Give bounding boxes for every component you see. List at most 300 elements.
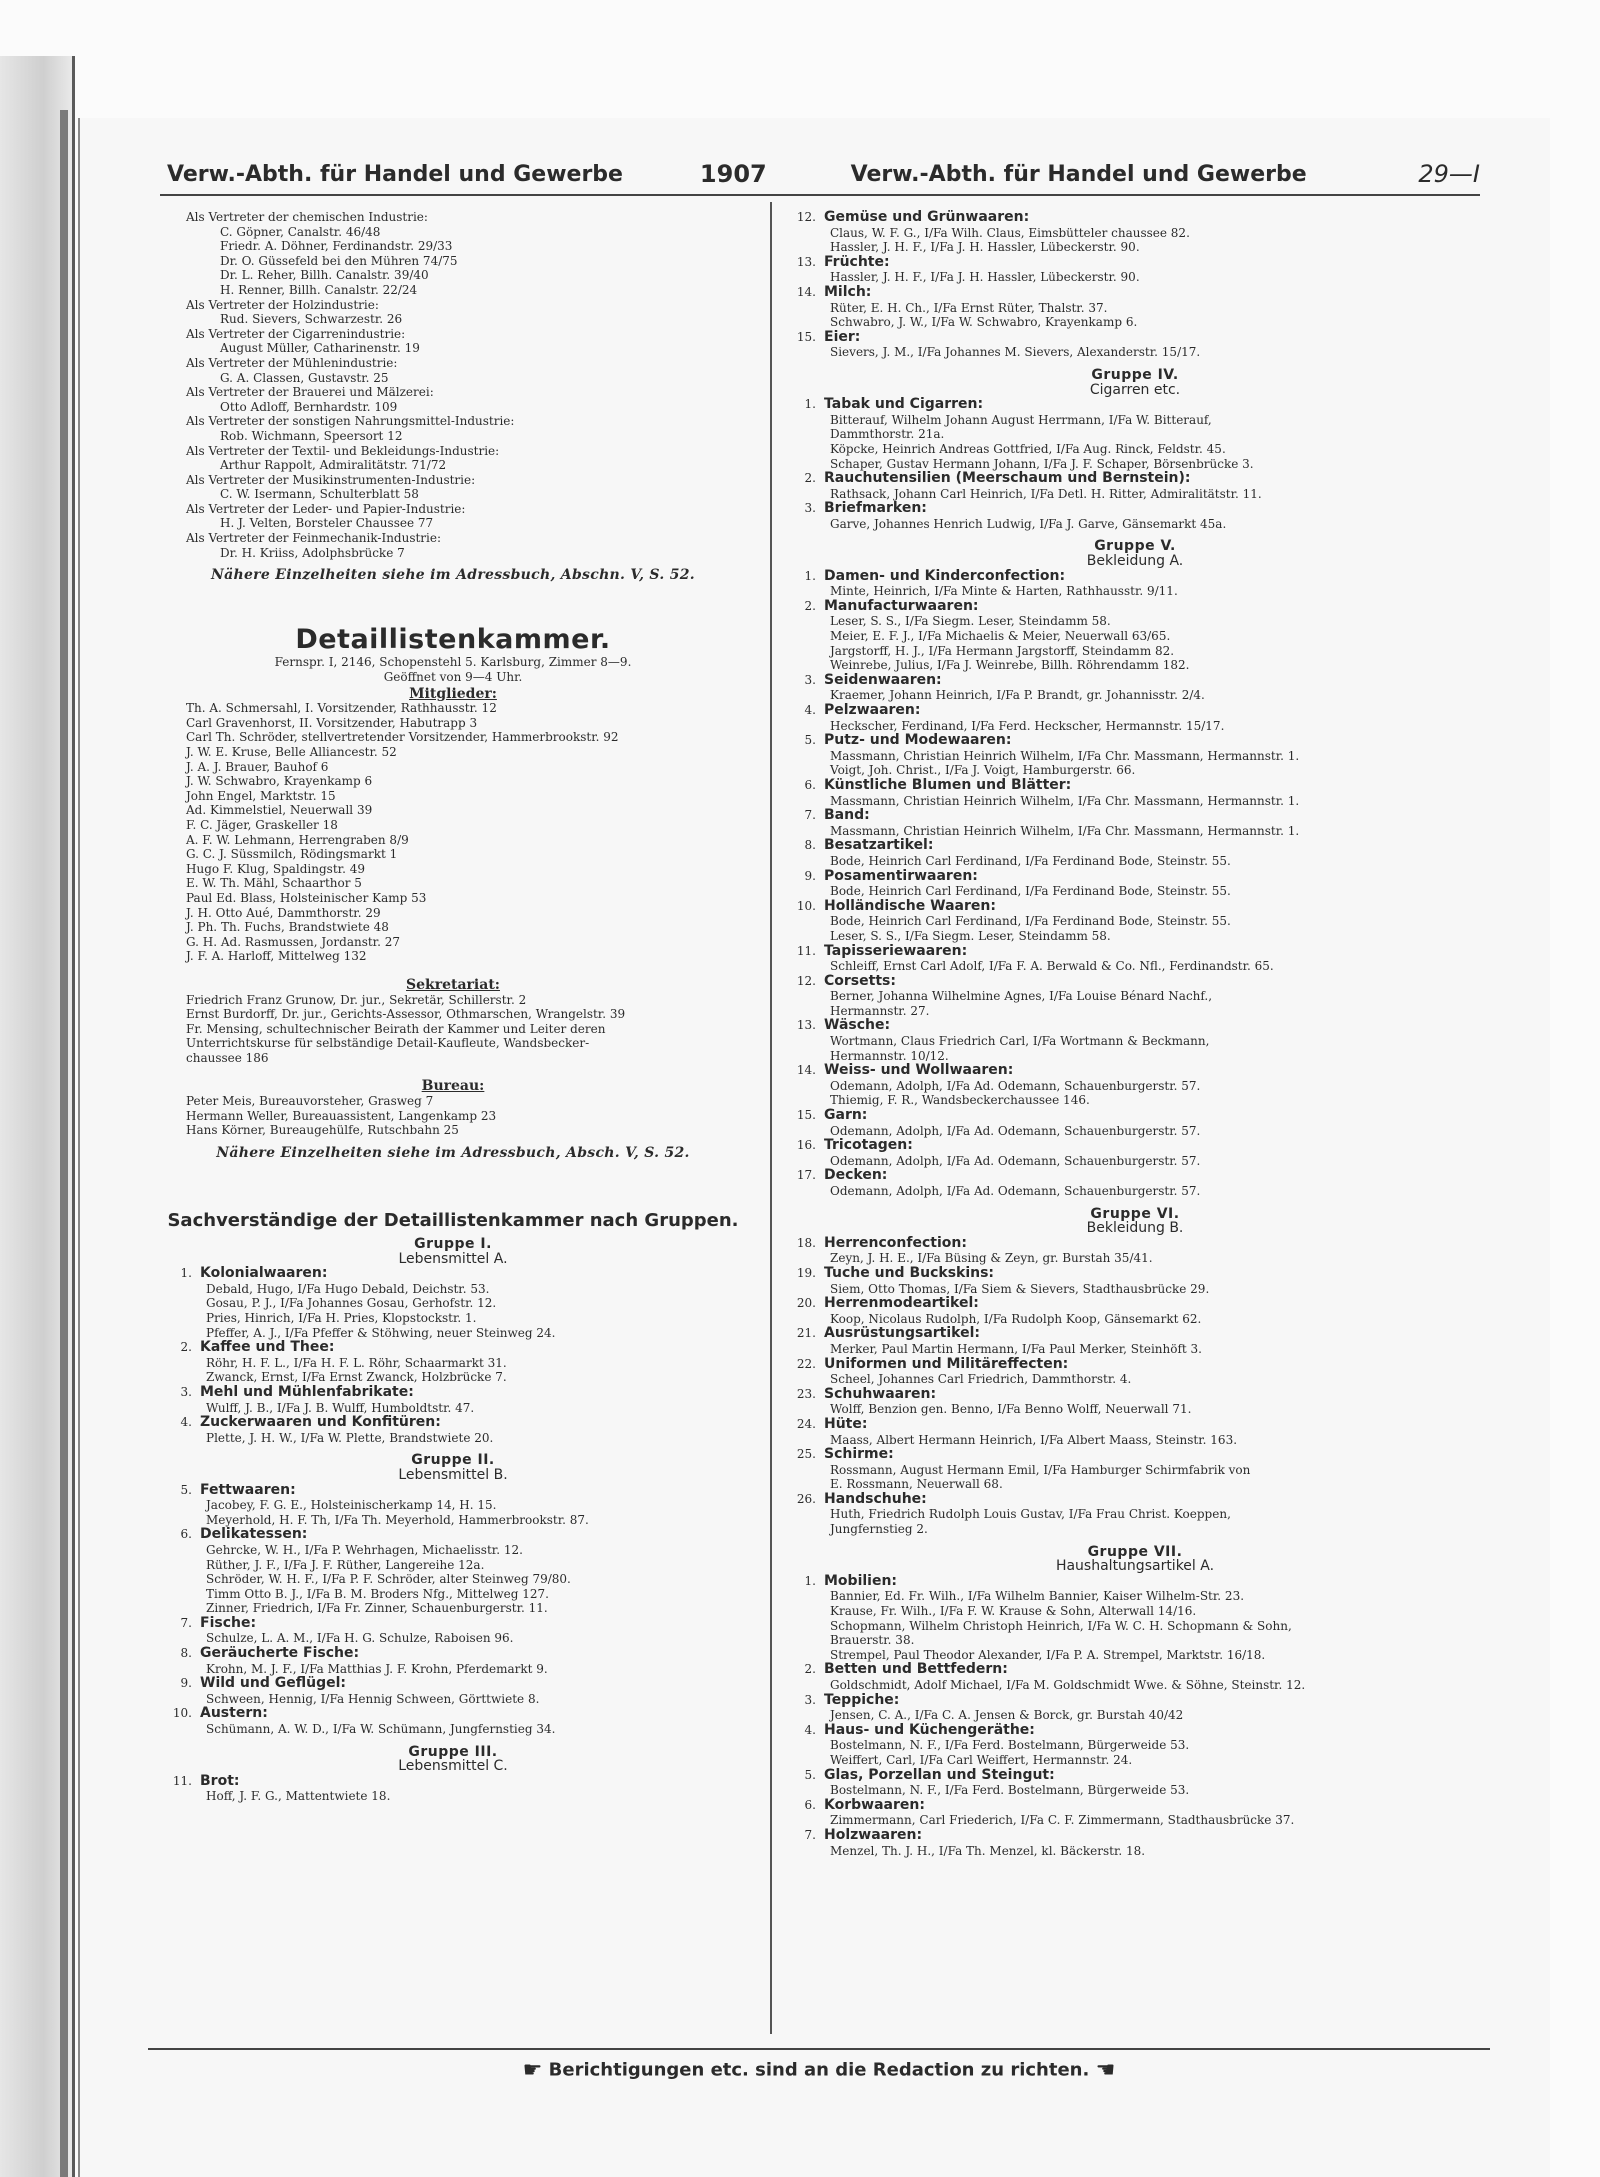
category-number: 17. [796, 1168, 816, 1183]
page-number: 29—I [1418, 160, 1480, 188]
expert-entry: Odemann, Adolph, I/Fa Ad. Odemann, Schauenburgerstr. 57. [830, 1078, 1201, 1093]
sekretariat-line: Friedrich Franz Grunow, Dr. jur., Sekretär, Schillerstr. 2 [186, 992, 527, 1007]
page-edge [60, 110, 68, 2177]
category-row [148, 1774, 758, 1790]
category-number: 14. [796, 284, 816, 299]
representative-line: Als Vertreter der Textil- und Bekleidungs-Industrie: [186, 443, 500, 458]
expert-entry: Pfeffer, A. J., I/Fa Pfeffer & Stöhwing, neuer Steinweg 24. [206, 1325, 556, 1340]
category-number: 9. [804, 868, 816, 883]
expert-entry: Schröder, W. H. F., I/Fa P. F. Schröder, alter Steinweg 79/80. [206, 1572, 571, 1587]
category-row [780, 1018, 1490, 1034]
expert-entry: Weinrebe, Julius, I/Fa J. Weinrebe, Billh. Röhrendamm 182. [830, 658, 1190, 673]
category-row [148, 1676, 758, 1692]
expert-entry: Menzel, Th. J. H., I/Fa Th. Menzel, kl. Bäckerstr. 18. [830, 1843, 1146, 1858]
bureau-title: Bureau: [421, 1078, 485, 1095]
members-line: Carl Th. Schröder, stellvertretender Vorsitzender, Hammerbrookstr. 92 [186, 730, 619, 745]
expert-entry: Hoff, J. F. G., Mattentwiete 18. [206, 1789, 391, 1804]
expert-entry: Schulze, L. A. M., I/Fa H. G. Schulze, Raboisen 96. [206, 1631, 514, 1646]
category-number: 15. [796, 329, 816, 344]
category-number: 3. [804, 672, 816, 687]
group-subtitle: Haushaltungsartikel A. [1055, 1558, 1215, 1575]
representative-line: H. J. Velten, Borsteler Chaussee 77 [220, 516, 434, 531]
expert-entry: Heckscher, Ferdinand, I/Fa Ferd. Heckscher, Hermannstr. 15/17. [830, 718, 1225, 733]
expert-groups-left [148, 1237, 758, 1804]
category-number: 13. [796, 1018, 816, 1033]
representative-line: Als Vertreter der sonstigen Nahrungsmittel-Industrie: [186, 414, 515, 429]
category-number: 26. [796, 1491, 816, 1506]
category-name: Wäsche: [824, 1017, 891, 1034]
category-name: Geräucherte Fische: [200, 1645, 360, 1662]
members-line: F. C. Jäger, Graskeller 18 [186, 817, 338, 832]
category-name: Seidenwaaren: [824, 671, 942, 688]
expert-entry: Odemann, Adolph, I/Fa Ad. Odemann, Schauenburgerstr. 57. [830, 1123, 1201, 1138]
category-number: 1. [804, 397, 816, 412]
category-row [780, 1417, 1490, 1433]
members-line: Ad. Kimmelstiel, Neuerwall 39 [186, 803, 373, 818]
members-line: John Engel, Marktstr. 15 [186, 788, 336, 803]
category-number: 7. [804, 1827, 816, 1842]
industry-representatives [148, 210, 758, 560]
category-name: Manufacturwaaren: [824, 597, 979, 614]
category-row [780, 899, 1490, 915]
category-row [780, 330, 1490, 346]
left-column [148, 210, 758, 1804]
category-row [780, 1108, 1490, 1124]
category-name: Tabak und Cigarren: [824, 396, 984, 413]
category-number: 10. [796, 898, 816, 913]
expert-entry: Scheel, Johannes Carl Friedrich, Dammthorstr. 4. [830, 1372, 1132, 1387]
category-name: Schuhwaaren: [824, 1385, 937, 1402]
expert-entry: Kraemer, Johann Heinrich, I/Fa P. Brandt, gr. Johannisstr. 2/4. [830, 688, 1205, 703]
expert-entry: Bostelmann, N. F., I/Fa Ferd. Bostelmann, Bürgerweide 53. [830, 1738, 1190, 1753]
category-number: 12. [796, 973, 816, 988]
category-row [780, 808, 1490, 824]
category-name: Putz- und Modewaaren: [824, 732, 1012, 749]
group-heading: Gruppe VI. [1090, 1205, 1180, 1222]
representative-line: Dr. H. Kriiss, Adolphsbrücke 7 [220, 545, 405, 560]
category-row [780, 397, 1490, 413]
members-list [148, 701, 758, 964]
sekretariat-line: Unterrichtskurse für selbständige Detail-Kaufleute, Wandsbecker- [186, 1036, 590, 1051]
expert-entry: Massmann, Christian Heinrich Wilhelm, I/Fa Chr. Massmann, Hermannstr. 1. [830, 823, 1300, 838]
representative-line: Als Vertreter der Cigarrenindustrie: [186, 326, 406, 341]
category-name: Korbwaaren: [824, 1796, 925, 1813]
chamber-title: Detaillistenkammer. [295, 623, 611, 655]
right-column [780, 210, 1490, 1858]
representative-line: G. A. Classen, Gustavstr. 25 [220, 370, 389, 385]
category-name: Posamentirwaaren: [824, 867, 978, 884]
expert-entry: Bostelmann, N. F., I/Fa Ferd. Bostelmann, Bürgerweide 53. [830, 1783, 1190, 1798]
members-line: Th. A. Schmersahl, I. Vorsitzender, Rathhausstr. 12 [186, 701, 497, 716]
category-number: 2. [804, 1662, 816, 1677]
group-subtitle: Lebensmittel C. [398, 1758, 508, 1775]
expert-entry: Debald, Hugo, I/Fa Hugo Debald, Deichstr. 53. [206, 1281, 490, 1296]
representative-line: C. Göpner, Canalstr. 46/48 [220, 224, 381, 239]
category-number: 16. [796, 1138, 816, 1153]
bureau-line: Hermann Weller, Bureauassistent, Langenkamp 23 [186, 1108, 497, 1123]
group-heading: Gruppe I. [414, 1236, 492, 1253]
category-number: 8. [180, 1646, 192, 1661]
category-number: 1. [804, 568, 816, 583]
category-number: 15. [796, 1108, 816, 1123]
group-subtitle: Bekleidung A. [1086, 553, 1184, 570]
representative-line: Als Vertreter der Musikinstrumenten-Industrie: [186, 472, 476, 487]
category-row [780, 1168, 1490, 1184]
expert-entry: Koop, Nicolaus Rudolph, I/Fa Rudolph Koop, Gänsemarkt 62. [830, 1311, 1202, 1326]
category-row [780, 1326, 1490, 1342]
representative-line: Als Vertreter der Brauerei und Mälzerei: [186, 385, 434, 400]
group-heading: Gruppe V. [1094, 538, 1176, 555]
category-name: Damen- und Kinderconfection: [824, 567, 1066, 584]
category-row [780, 1492, 1490, 1508]
expert-entry: Jacobey, F. G. E., Holsteinischerkamp 14, H. 15. [206, 1498, 497, 1513]
category-row [148, 1616, 758, 1632]
category-row [780, 501, 1490, 517]
category-name: Garn: [824, 1107, 868, 1124]
category-name: Handschuhe: [824, 1490, 927, 1507]
category-name: Pelzwaaren: [824, 702, 921, 718]
category-number: 23. [796, 1386, 816, 1401]
expert-entry: Bannier, Ed. Fr. Wilh., I/Fa Wilhelm Bannier, Kaiser Wilhelm-Str. 23. [830, 1589, 1245, 1604]
expert-entry: Claus, W. F. G., I/Fa Wilh. Claus, Eimsbütteler chaussee 82. [830, 225, 1190, 240]
category-number: 18. [796, 1235, 816, 1250]
expert-entry: Gosau, P. J., I/Fa Johannes Gosau, Gerhofstr. 12. [206, 1296, 497, 1311]
expert-entry: Odemann, Adolph, I/Fa Ad. Odemann, Schauenburgerstr. 57. [830, 1153, 1201, 1168]
category-name: Hüte: [824, 1415, 868, 1432]
category-row [780, 944, 1490, 960]
expert-entry: Huth, Friedrich Rudolph Louis Gustav, I/Fa Frau Christ. Koeppen, [830, 1507, 1231, 1522]
expert-entry: Strempel, Paul Theodor Alexander, I/Fa P. A. Strempel, Marktstr. 16/18. [830, 1647, 1266, 1662]
expert-entry: Rossmann, August Hermann Emil, I/Fa Hamburger Schirmfabrik von [830, 1462, 1251, 1477]
category-number: 5. [180, 1482, 192, 1497]
members-line: J. W. Schwabro, Krayenkamp 6 [186, 774, 373, 789]
representative-line: August Müller, Catharinenstr. 19 [220, 341, 420, 356]
members-line: J. A. J. Brauer, Bauhof 6 [186, 759, 329, 774]
expert-entry: Timm Otto B. J., I/Fa B. M. Broders Nfg., Mittelweg 127. [206, 1586, 549, 1601]
representative-line: Als Vertreter der Leder- und Papier-Industrie: [186, 501, 466, 516]
category-number: 4. [804, 1722, 816, 1737]
category-row [780, 1828, 1490, 1844]
expert-entry: Thiemig, F. R., Wandsbeckerchaussee 146. [830, 1093, 1090, 1108]
expert-entry: Weiffert, Carl, I/Fa Carl Weiffert, Hermannstr. 24. [830, 1752, 1133, 1767]
expert-entry: Rathsack, Johann Carl Heinrich, I/Fa Detl. H. Ritter, Admiralitätstr. 11. [830, 486, 1262, 501]
expert-entry: Meier, E. F. J., I/Fa Michaelis & Meier, Neuerwall 63/65. [830, 629, 1171, 644]
sekretariat-list [148, 993, 758, 1066]
category-name: Fettwaaren: [200, 1481, 296, 1498]
category-name: Rauchutensilien (Meerschaum und Bernstein): [824, 470, 1191, 487]
pointing-hand-left-icon: ☚ [1095, 2058, 1116, 2083]
category-name: Herrenconfection: [824, 1234, 967, 1251]
category-name: Früchte: [824, 253, 890, 270]
category-row [780, 1662, 1490, 1678]
category-number: 5. [804, 733, 816, 748]
category-name: Ausrüstungsartikel: [824, 1325, 980, 1342]
expert-entry: Garve, Johannes Henrich Ludwig, I/Fa J. Garve, Gänsemarkt 45a. [830, 516, 1227, 531]
category-name: Zuckerwaaren und Konfitüren: [200, 1414, 441, 1431]
category-row [780, 1574, 1490, 1590]
category-row [780, 599, 1490, 615]
category-name: Künstliche Blumen und Blätter: [824, 776, 1072, 793]
category-row [148, 1385, 758, 1401]
expert-entry: Bode, Heinrich Carl Ferdinand, I/Fa Ferdinand Bode, Steinstr. 55. [830, 853, 1231, 868]
header-right: Verw.-Abth. für Handel und Gewerbe [850, 161, 1307, 187]
category-number: 10. [172, 1706, 192, 1721]
expert-entry: Schopmann, Wilhelm Christoph Heinrich, I/Fa W. C. H. Schopmann & Sohn, [830, 1618, 1292, 1633]
category-number: 6. [804, 1797, 816, 1812]
category-number: 1. [180, 1266, 192, 1281]
category-name: Schirme: [824, 1446, 894, 1463]
expert-entry: Bitterauf, Wilhelm Johann August Herrmann, I/Fa W. Bitterauf, [830, 412, 1212, 427]
category-row [780, 1357, 1490, 1373]
expert-entry: Krause, Fr. Wilh., I/Fa F. W. Krause & Sohn, Alterwall 14/16. [830, 1604, 1197, 1619]
expert-groups-right [780, 210, 1490, 1858]
category-row [780, 569, 1490, 585]
pointing-hand-right-icon: ☛ [522, 2058, 543, 2083]
experts-section-title: Sachverständige der Detaillistenkammer nach Gruppen. [167, 1210, 739, 1232]
bureau-line: Peter Meis, Bureauvorsteher, Grasweg 7 [186, 1094, 434, 1109]
expert-entry: Pries, Hinrich, I/Fa H. Pries, Klopstockstr. 1. [206, 1311, 477, 1325]
category-name: Tuche und Buckskins: [824, 1264, 995, 1281]
category-name: Eier: [824, 328, 861, 345]
representative-line: Als Vertreter der Feinmechanik-Industrie: [186, 531, 442, 546]
expert-entry: Hassler, J. H. F., I/Fa J. H. Hassler, Lübeckerstr. 90. [830, 240, 1140, 255]
category-number: 5. [804, 1767, 816, 1782]
members-line: Hugo F. Klug, Spaldingstr. 49 [186, 861, 365, 876]
expert-entry: Meyerhold, H. F. Th, I/Fa Th. Meyerhold, Hammerbrookstr. 87. [206, 1512, 589, 1527]
sekretariat-line: Fr. Mensing, schultechnischer Beirath der Kammer und Leiter deren [186, 1021, 606, 1036]
category-number: 3. [804, 501, 816, 516]
category-name: Teppiche: [824, 1691, 900, 1708]
expert-entry: Hermannstr. 27. [830, 1003, 930, 1018]
category-number: 25. [796, 1447, 816, 1462]
representative-line: H. Renner, Billh. Canalstr. 22/24 [220, 282, 418, 297]
category-number: 11. [172, 1773, 192, 1788]
group-heading: Gruppe VII. [1087, 1543, 1183, 1560]
category-row [780, 673, 1490, 689]
expert-entry: Hassler, J. H. F., I/Fa J. H. Hassler, Lübeckerstr. 90. [830, 270, 1140, 285]
category-name: Kolonialwaaren: [200, 1265, 328, 1282]
category-number: 20. [796, 1296, 816, 1311]
category-row [780, 1798, 1490, 1814]
bureau-line: Hans Körner, Bureaugehülfe, Rutschbahn 25 [186, 1123, 459, 1138]
category-number: 13. [796, 254, 816, 269]
group-subtitle: Lebensmittel B. [398, 1466, 508, 1483]
category-number: 6. [804, 777, 816, 792]
members-line: A. F. W. Lehmann, Herrengraben 8/9 [186, 832, 409, 847]
category-name: Decken: [824, 1167, 888, 1184]
category-row [780, 1138, 1490, 1154]
expert-entry: Sievers, J. M., I/Fa Johannes M. Sievers, Alexanderstr. 15/17. [830, 345, 1201, 360]
category-name: Tricotagen: [824, 1137, 913, 1154]
sekretariat-title: Sekretariat: [406, 976, 500, 993]
category-row [780, 1693, 1490, 1709]
group-subtitle: Lebensmittel A. [398, 1250, 508, 1267]
sekretariat-line: chaussee 186 [186, 1050, 269, 1065]
category-name: Besatzartikel: [824, 837, 934, 854]
members-line: E. W. Th. Mähl, Schaarthor 5 [186, 876, 362, 891]
category-number: 2. [804, 471, 816, 486]
category-number: 6. [180, 1527, 192, 1542]
category-name: Brot: [200, 1772, 240, 1789]
expert-entry: Jungfernstieg 2. [830, 1522, 928, 1537]
members-line: Paul Ed. Blass, Holsteinischer Kamp 53 [186, 890, 427, 905]
category-name: Delikatessen: [200, 1526, 308, 1543]
category-name: Band: [824, 807, 870, 824]
category-name: Gemüse und Grünwaaren: [824, 209, 1030, 225]
category-number: 11. [796, 943, 816, 958]
group-heading: Gruppe IV. [1091, 366, 1179, 383]
expert-entry: Zinner, Friedrich, I/Fa Fr. Zinner, Schauenburgerstr. 11. [206, 1601, 548, 1616]
category-name: Uniformen und Militäreffecten: [824, 1355, 1069, 1372]
expert-entry: Siem, Otto Thomas, I/Fa Siem & Sievers, Stadthausbrücke 29. [830, 1281, 1210, 1296]
category-row [780, 1387, 1490, 1403]
representative-line: Dr. L. Reher, Billh. Canalstr. 39/40 [220, 268, 429, 283]
category-number: 9. [180, 1676, 192, 1691]
expert-entry: Schleiff, Ernst Carl Adolf, I/Fa F. A. Berwald & Co. Nfl., Ferdinandstr. 65. [830, 959, 1274, 974]
expert-entry: Massmann, Christian Heinrich Wilhelm, I/Fa Chr. Massmann, Hermannstr. 1. [830, 793, 1300, 808]
category-name: Kaffee und Thee: [200, 1339, 335, 1356]
category-row [780, 255, 1490, 271]
expert-entry: Schümann, A. W. D., I/Fa W. Schümann, Jungfernstieg 34. [206, 1722, 556, 1737]
expert-entry: Jargstorff, H. J., I/Fa Hermann Jargstorff, Steindamm 82. [830, 643, 1175, 658]
category-name: Briefmarken: [824, 500, 927, 517]
expert-entry: Zwanck, Ernst, I/Fa Ernst Zwanck, Holzbrücke 7. [206, 1370, 507, 1385]
category-name: Herrenmodeartikel: [824, 1295, 979, 1312]
group-heading: Gruppe III. [408, 1743, 498, 1760]
category-row [780, 285, 1490, 301]
expert-entry: E. Rossmann, Neuerwall 68. [830, 1477, 1003, 1492]
representative-line: Als Vertreter der Holzindustrie: [186, 297, 379, 312]
category-row [148, 1415, 758, 1431]
chamber-phone: Fernspr. I, 2146, Schopenstehl 5. Karlsburg, Zimmer 8—9. [274, 655, 632, 670]
category-number: 2. [180, 1340, 192, 1355]
category-row [780, 1063, 1490, 1079]
expert-entry: Röhr, H. F. L., I/Fa H. F. L. Röhr, Schaarmarkt 31. [206, 1355, 507, 1370]
representative-line: Rud. Sievers, Schwarzestr. 26 [220, 312, 403, 327]
category-number: 19. [796, 1265, 816, 1280]
expert-entry: Wolff, Benzion gen. Benno, I/Fa Benno Wolff, Neuerwall 71. [830, 1402, 1192, 1417]
expert-entry: Minte, Heinrich, I/Fa Minte & Harten, Rathhausstr. 9/11. [830, 584, 1178, 599]
expert-entry: Berner, Johanna Wilhelmine Agnes, I/Fa Louise Bénard Nachf., [830, 989, 1213, 1004]
header-year: 1907 [699, 160, 767, 188]
category-name: Fische: [200, 1614, 257, 1631]
expert-entry: Plette, J. H. W., I/Fa W. Plette, Brandstwiete 20. [206, 1430, 494, 1445]
expert-entry: Jensen, C. A., I/Fa C. A. Jensen & Borck, gr. Burstah 40/42 [830, 1708, 1184, 1723]
representative-line: Rob. Wichmann, Speersort 12 [220, 428, 403, 443]
representative-line: C. W. Isermann, Schulterblatt 58 [220, 487, 419, 502]
category-number: 8. [804, 838, 816, 853]
category-name: Haus- und Küchengeräthe: [824, 1721, 1035, 1738]
members-line: G. C. J. Süssmilch, Rödingsmarkt 1 [186, 847, 398, 862]
category-name: Tapisseriewaaren: [824, 942, 968, 959]
category-name: Weiss- und Wollwaaren: [824, 1062, 1014, 1079]
expert-entry: Brauerstr. 38. [830, 1633, 915, 1648]
category-row [780, 733, 1490, 749]
category-number: 7. [804, 808, 816, 823]
category-name: Mobilien: [824, 1572, 898, 1589]
group-subtitle: Bekleidung B. [1086, 1220, 1184, 1237]
running-header [160, 154, 1480, 196]
category-name: Corsetts: [824, 972, 896, 989]
category-number: 12. [796, 210, 816, 224]
category-row [148, 1527, 758, 1543]
category-number: 1. [804, 1573, 816, 1588]
expert-entry: Merker, Paul Martin Hermann, I/Fa Paul Merker, Steinhöft 3. [830, 1341, 1202, 1356]
category-name: Austern: [200, 1705, 268, 1722]
category-row [148, 1483, 758, 1499]
expert-entry: Krohn, M. J. F., I/Fa Matthias J. F. Krohn, Pferdemarkt 9. [206, 1661, 548, 1676]
category-row [148, 1706, 758, 1722]
category-number: 2. [804, 598, 816, 613]
group-subtitle: Cigarren etc. [1089, 381, 1181, 398]
expert-entry: Massmann, Christian Heinrich Wilhelm, I/Fa Chr. Massmann, Hermannstr. 1. [830, 748, 1300, 763]
category-name: Mehl und Mühlenfabrikate: [200, 1383, 414, 1400]
expert-entry: Dammthorstr. 21a. [830, 427, 945, 442]
expert-entry: Schwabro, J. W., I/Fa W. Schwabro, Krayenkamp 6. [830, 315, 1138, 330]
expert-entry: Bode, Heinrich Carl Ferdinand, I/Fa Ferdinand Bode, Steinstr. 55. [830, 884, 1231, 899]
representative-line: Friedr. A. Döhner, Ferdinandstr. 29/33 [220, 239, 453, 254]
group-heading: Gruppe II. [411, 1452, 495, 1469]
expert-entry: Schaper, Gustav Hermann Johann, I/Fa J. F. Schaper, Börsenbrücke 3. [830, 456, 1254, 471]
category-row [780, 471, 1490, 487]
members-line: J. Ph. Th. Fuchs, Brandstwiete 48 [186, 920, 389, 935]
category-row [780, 1236, 1490, 1252]
category-row [780, 1723, 1490, 1739]
expert-entry: Zeyn, J. H. E., I/Fa Büsing & Zeyn, gr. Burstah 35/41. [830, 1251, 1153, 1266]
representative-line: Als Vertreter der chemischen Industrie: [186, 210, 428, 224]
address-book-note: Nähere Einzelheiten siehe im Adressbuch, Abschn. V, S. 52. [211, 567, 695, 584]
category-row [780, 1768, 1490, 1784]
expert-entry: Bode, Heinrich Carl Ferdinand, I/Fa Ferdinand Bode, Steinstr. 55. [830, 914, 1231, 929]
category-number: 3. [180, 1384, 192, 1399]
category-row [148, 1646, 758, 1662]
expert-entry: Schween, Hennig, I/Fa Hennig Schween, Görttwiete 8. [206, 1691, 540, 1706]
category-row [148, 1266, 758, 1282]
category-row [148, 1340, 758, 1356]
members-line: J. F. A. Harloff, Mittelweg 132 [186, 949, 367, 964]
address-book-note-2: Nähere Einzelheiten siehe im Adressbuch, Absch. V, S. 52. [216, 1144, 690, 1161]
members-line: J. W. E. Kruse, Belle Alliancestr. 52 [186, 745, 397, 759]
category-number: 21. [796, 1326, 816, 1341]
category-row [780, 210, 1490, 226]
expert-entry: Goldschmidt, Adolf Michael, I/Fa M. Goldschmidt Wwe. & Söhne, Steinstr. 12. [830, 1678, 1306, 1692]
category-name: Milch: [824, 283, 872, 300]
category-name: Wild und Geflügel: [200, 1675, 347, 1692]
category-number: 14. [796, 1063, 816, 1078]
expert-entry: Leser, S. S., I/Fa Siegm. Leser, Steindamm 58. [830, 928, 1111, 943]
expert-entry: Hermannstr. 10/12. [830, 1048, 949, 1063]
expert-entry: Gehrcke, W. H., I/Fa P. Wehrhagen, Michaelisstr. 12. [206, 1542, 523, 1557]
category-row [780, 1296, 1490, 1312]
expert-entry: Rüther, J. F., I/Fa J. F. Rüther, Langereihe 12a. [206, 1557, 485, 1572]
header-left: Verw.-Abth. für Handel und Gewerbe [167, 161, 623, 187]
category-name: Glas, Porzellan und Steingut: [824, 1766, 1055, 1783]
expert-entry: Köpcke, Heinrich Andreas Gottfried, I/Fa Aug. Rinck, Feldstr. 45. [830, 441, 1226, 456]
footer-text: Berichtigungen etc. sind an die Redaction zu richten. [548, 2059, 1090, 2081]
category-row [780, 974, 1490, 990]
category-row [780, 703, 1490, 719]
column-divider [770, 202, 772, 2034]
expert-entry: Wulff, J. B., I/Fa J. B. Wulff, Humboldtstr. 47. [206, 1400, 475, 1415]
members-title: Mitglieder: [409, 685, 497, 702]
representative-line: Otto Adloff, Bernhardstr. 109 [220, 399, 398, 414]
category-number: 4. [180, 1415, 192, 1430]
category-number: 3. [804, 1692, 816, 1707]
expert-entry: Wortmann, Claus Friedrich Carl, I/Fa Wortmann & Beckmann, [830, 1034, 1210, 1049]
expert-entry: Voigt, Joh. Christ., I/Fa J. Voigt, Hamburgerstr. 66. [830, 763, 1136, 778]
category-row [780, 1266, 1490, 1282]
expert-entry: Maass, Albert Hermann Heinrich, I/Fa Albert Maass, Steinstr. 163. [830, 1432, 1238, 1447]
